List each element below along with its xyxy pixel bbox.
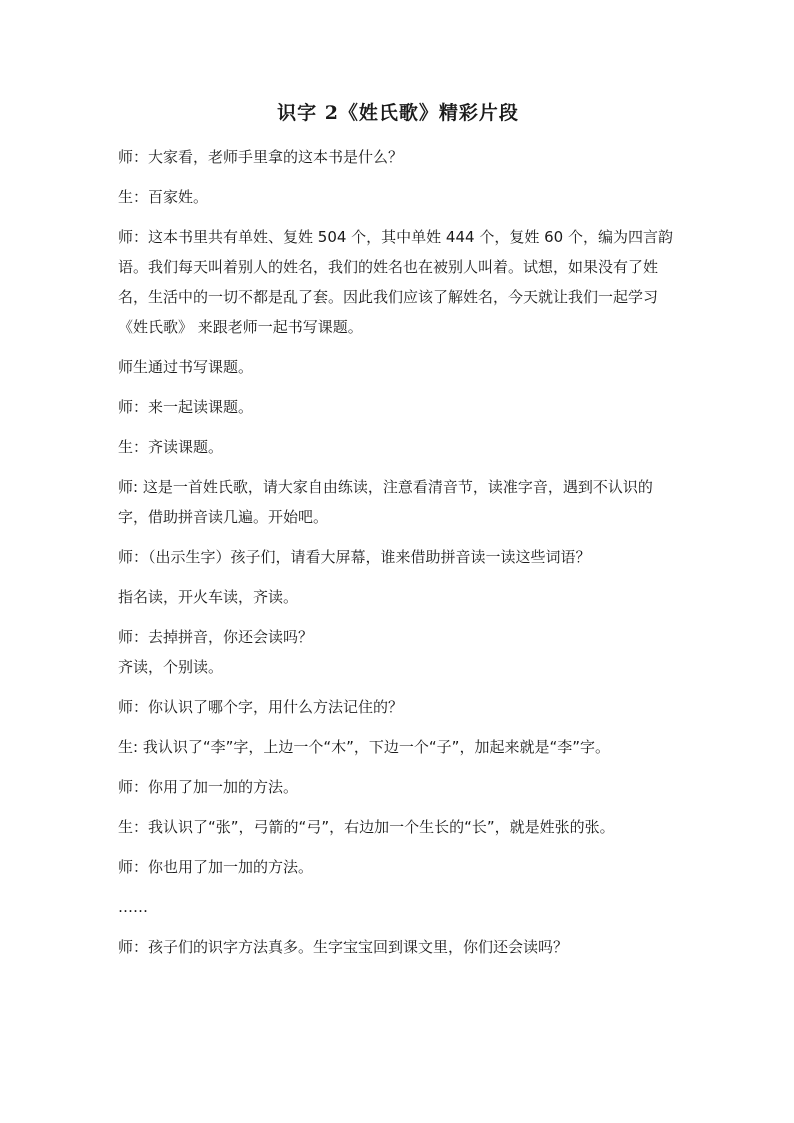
paragraph-add-method-again: 师：你也用了加一加的方法。 [118,858,314,876]
paragraph-reading-modes: 指名读，开火车读，齐读。 [118,588,299,606]
paragraph-group-reading: 齐读，个别读。 [118,658,224,676]
paragraph-teacher-intro: 师：这本书里共有单姓、复姓 504 个，其中单姓 444 个，复姓 60 个，编为四言韵语。我们每天叫着别人的姓名，我们的姓名也在被别人叫着。试想，如果没有了姓名，生活中的一切不都是乱了套。因此我们应该了解姓名，今天就让我们一起学习《姓氏歌》 来跟老师一起书写课题。 [118,228,673,336]
paragraph-remove-pinyin: 师：去掉拼音，你还会读吗？ [118,628,314,646]
paragraph-write-title: 师生通过书写课题。 [118,358,254,376]
paragraph-read-title: 师：来一起读课题。 [118,398,254,416]
paragraph-student-answer: 生：百家姓。 [118,188,209,206]
paragraph-student-read: 生：齐读课题。 [118,438,224,456]
paragraph-teacher-question: 师：大家看，老师手里拿的这本书是什么？ [118,148,404,166]
paragraph-back-to-text: 师：孩子们的识字方法真多。生字宝宝回到课文里，你们还会读吗？ [118,938,569,956]
paragraph-zhang-character: 生：我认识了“张”，弓箭的“弓”，右边加一个生长的“长”，就是姓张的张。 [118,818,615,836]
paragraph-add-method: 师：你用了加一加的方法。 [118,778,299,796]
paragraph-ellipsis: …… [118,898,148,916]
paragraph-li-character: 生: 我认识了“李”字，上边一个“木”，下边一个“子”，加起来就是“李”字。 [118,738,610,756]
paragraph-free-reading: 师: 这是一首姓氏歌，请大家自由练读，注意看清音节，读准字音，遇到不认识的字，借助拼音读几遍。开始吧。 [118,478,653,526]
paragraph-which-character: 师：你认识了哪个字，用什么方法记住的？ [118,698,404,716]
document-page [118,100,678,972]
paragraph-show-characters: 师：（出示生字）孩子们，请看大屏幕，谁来借助拼音读一读这些词语？ [118,548,591,566]
document-title: 识字 2《姓氏歌》精彩片段 [277,102,519,124]
